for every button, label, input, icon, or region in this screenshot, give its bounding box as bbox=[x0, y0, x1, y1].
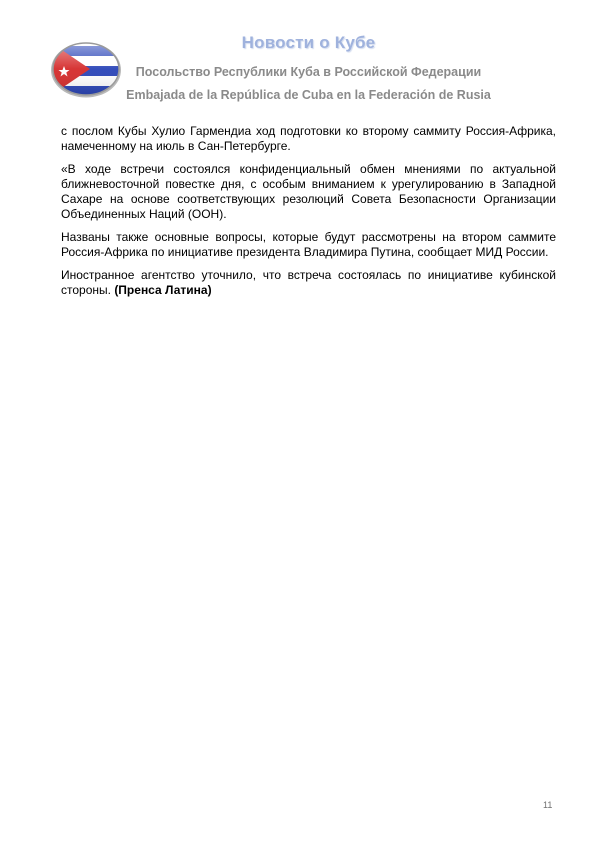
article-paragraph-2: «В ходе встречи состоялся конфиденциальный обмен мнениями по актуальной ближневосточной повестке дня, с особым вниманием к урегулированию в Западной Сахаре на основе соответствующих резолюций Совета Безопасности Организации Объединенных Наций (ООН). bbox=[61, 162, 556, 221]
embassy-name-spanish: Embajada de la República de Cuba en la Federación de Rusia bbox=[126, 88, 491, 102]
newsletter-title: Новости о Кубе bbox=[241, 33, 376, 52]
article-paragraph-4 bbox=[61, 268, 556, 298]
article-paragraph-1: с послом Кубы Хулио Гармендиа ход подготовки ко второму саммиту Россия-Африка, намеченному на июль в Сан-Петербурге. bbox=[61, 124, 556, 153]
article-body bbox=[61, 124, 556, 306]
article-paragraph-4-text: Иностранное агентство уточнило, что встреча состоялась по инициативе кубинской стороны. bbox=[61, 268, 556, 297]
embassy-name-russian: Посольство Республики Куба в Российской Федерации bbox=[135, 65, 482, 79]
news-source-credit: (Пренса Латина) bbox=[114, 283, 212, 297]
page-header bbox=[0, 0, 597, 125]
article-paragraph-3: Названы также основные вопросы, которые будут рассмотрены на втором саммите Россия-Африка по инициативе президента Владимира Путина, сообщает МИД России. bbox=[61, 230, 556, 259]
page-number: 11 bbox=[543, 800, 553, 810]
